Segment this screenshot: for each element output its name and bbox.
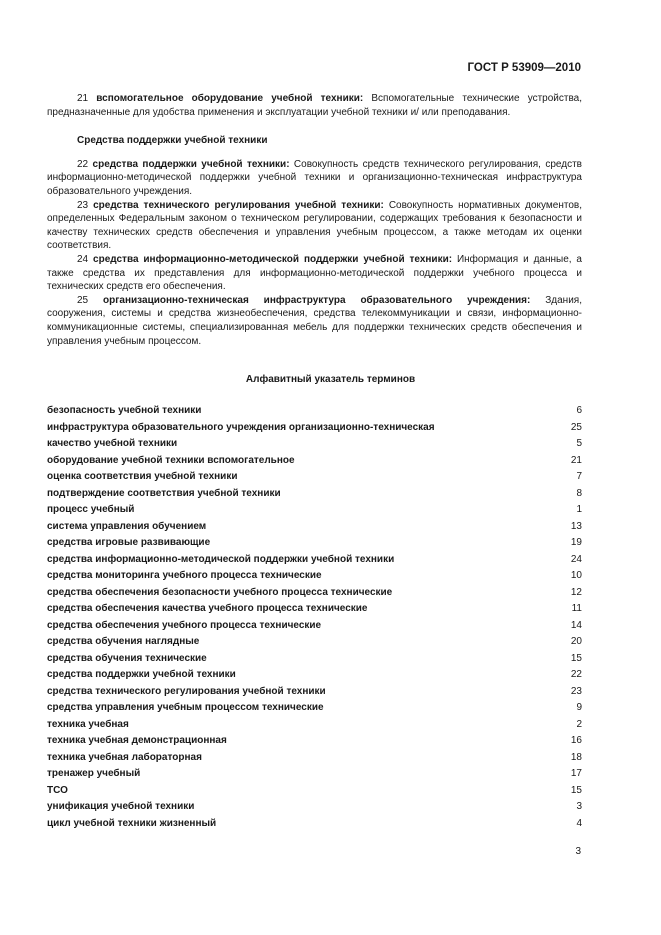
definition-paragraph	[47, 158, 582, 199]
index-entry	[47, 783, 582, 800]
definition-paragraph	[47, 294, 582, 348]
index-term: техника учебная	[47, 718, 129, 730]
index-term: процесс учебный	[47, 504, 135, 515]
index-entry	[47, 585, 582, 602]
index-page-ref: 1	[576, 504, 582, 515]
index-term: техника учебная лабораторная	[47, 751, 202, 763]
index-entry	[47, 750, 582, 767]
index-term: унификация учебной техники	[47, 801, 195, 812]
index-entry	[47, 552, 582, 569]
index-term: оценка соответствия учебной техники	[47, 471, 238, 482]
paragraph-number: 25	[77, 294, 89, 306]
index-page-ref: 20	[570, 636, 582, 647]
index-entry	[47, 766, 582, 783]
index-term: средства обеспечения учебного процесса технические	[47, 619, 322, 631]
index-page-ref: 18	[570, 751, 582, 763]
index-term: техника учебная демонстрационная	[47, 735, 227, 746]
definition-term: вспомогательное оборудование учебной техники:	[96, 93, 364, 104]
paragraph-number: 23	[77, 199, 89, 211]
index-entry	[47, 403, 582, 420]
definition-text: Здания, сооружения, системы и средства жизнеобеспечения, средства телекоммуникации и связи, информационно-коммуникационные системы, специализированная мебель для поддержки технических средств обеспечения и управления учебным процессом.	[47, 294, 582, 347]
definition-term: организационно-техническая инфраструктура образовательного учреждения:	[103, 294, 531, 306]
index-entry	[47, 453, 582, 470]
index-entry	[47, 535, 582, 552]
index-entry	[47, 799, 582, 816]
index-page-ref: 2	[576, 718, 582, 730]
definition-term: средства информационно-методической поддержки учебной техники:	[93, 253, 453, 265]
index-term: средства управления учебным процессом технические	[47, 702, 324, 713]
index-term: средства мониторинга учебного процесса технические	[47, 570, 322, 581]
index-entry	[47, 601, 582, 618]
index-entry	[47, 634, 582, 651]
index-term: качество учебной техники	[47, 438, 178, 449]
definition-term: средства поддержки учебной техники:	[92, 158, 290, 170]
index-page-ref: 8	[576, 487, 582, 499]
index-entry	[47, 502, 582, 519]
index-entry	[47, 667, 582, 684]
index-page-ref: 15	[570, 784, 582, 796]
definition-paragraph	[47, 199, 582, 253]
index-entry	[47, 684, 582, 701]
index-page-ref: 23	[570, 685, 582, 697]
index-page-ref: 25	[570, 421, 582, 433]
index-term: безопасность учебной техники	[47, 405, 202, 416]
section-heading: Средства поддержки учебной техники	[77, 135, 268, 147]
index-term: тренажер учебный	[47, 768, 141, 779]
paragraph-number: 22	[77, 158, 89, 170]
document-header: ГОСТ Р 53909—2010	[467, 62, 581, 74]
index-entry	[47, 651, 582, 668]
definition-text: Совокупность нормативных документов, определенных Федеральным законом о техническом регулировании, содержащих требования к безопасности и качеству технических средств обеспечения и управления учебным процессом, а также методам их оценки соответствия.	[47, 199, 582, 252]
index-entry	[47, 717, 582, 734]
index-page-ref: 19	[570, 537, 582, 548]
index-term: ТСО	[47, 784, 68, 796]
index-page-ref: 16	[570, 735, 582, 746]
term-index	[47, 403, 582, 832]
index-page-ref: 15	[570, 652, 582, 664]
index-term: средства поддержки учебной техники	[47, 669, 236, 680]
index-entry	[47, 700, 582, 717]
index-entry	[47, 519, 582, 536]
index-term: средства обеспечения безопасности учебного процесса технические	[47, 586, 393, 598]
index-term: подтверждение соответствия учебной техники	[47, 487, 281, 499]
index-term: средства игровые развивающие	[47, 537, 211, 548]
index-term: средства информационно-методической поддержки учебной техники	[47, 553, 395, 565]
index-page-ref: 14	[570, 619, 582, 631]
index-page-ref: 10	[570, 570, 582, 581]
index-page-ref: 5	[576, 438, 582, 449]
index-term: инфраструктура образовательного учреждения организационно-техническая	[47, 421, 435, 433]
index-term: средства обучения наглядные	[47, 636, 200, 647]
definition-text: Совокупность средств технического регулирования, средств информационно-методической поддержки учебной техники и организационно-техническая инфраструктура образовательного учреждения.	[47, 158, 582, 197]
document-body	[47, 92, 582, 348]
definition-paragraph	[47, 253, 582, 294]
definition-text: Вспомогательные технические устройства, предназначенные для удобства применения и эксплуатации учебной техники и/ или преподавания.	[47, 93, 583, 118]
index-page-ref: 17	[570, 768, 582, 779]
index-entry	[47, 420, 582, 437]
index-page-ref: 11	[571, 603, 582, 614]
index-term: оборудование учебной техники вспомогательное	[47, 454, 295, 466]
index-term: средства технического регулирования учебной техники	[47, 685, 326, 697]
index-entry	[47, 568, 582, 585]
index-entry	[47, 436, 582, 453]
index-title: Алфавитный указатель терминов	[245, 374, 416, 385]
paragraph-number: 24	[77, 253, 89, 265]
page-number: 3	[575, 846, 581, 857]
index-page-ref: 24	[570, 553, 582, 565]
index-entry	[47, 816, 582, 833]
index-entry	[47, 486, 582, 503]
index-page-ref: 21	[570, 454, 582, 466]
index-page-ref: 13	[570, 520, 582, 532]
index-page-ref: 7	[576, 471, 582, 482]
definition-text: Информация и данные, а также средства их представления для информационно-методической поддержки учебного процесса и технических средств его обеспечения.	[47, 253, 582, 293]
definition-paragraph	[47, 92, 582, 119]
index-entry	[47, 469, 582, 486]
index-term: средства обучения технические	[47, 652, 207, 664]
index-page-ref: 22	[570, 669, 582, 680]
index-term: система управления обучением	[47, 520, 207, 532]
index-entry	[47, 733, 582, 750]
index-page-ref: 12	[570, 586, 582, 598]
index-page-ref: 3	[576, 801, 582, 812]
definition-term: средства технического регулирования учебной техники:	[93, 199, 384, 211]
index-page-ref: 6	[576, 405, 582, 416]
paragraph-number: 21	[77, 93, 89, 104]
index-page-ref: 4	[576, 817, 582, 829]
index-term: цикл учебной техники жизненный	[47, 817, 217, 829]
index-page-ref: 9	[576, 702, 582, 713]
index-entry	[47, 618, 582, 635]
index-term: средства обеспечения качества учебного процесса технические	[47, 603, 368, 614]
